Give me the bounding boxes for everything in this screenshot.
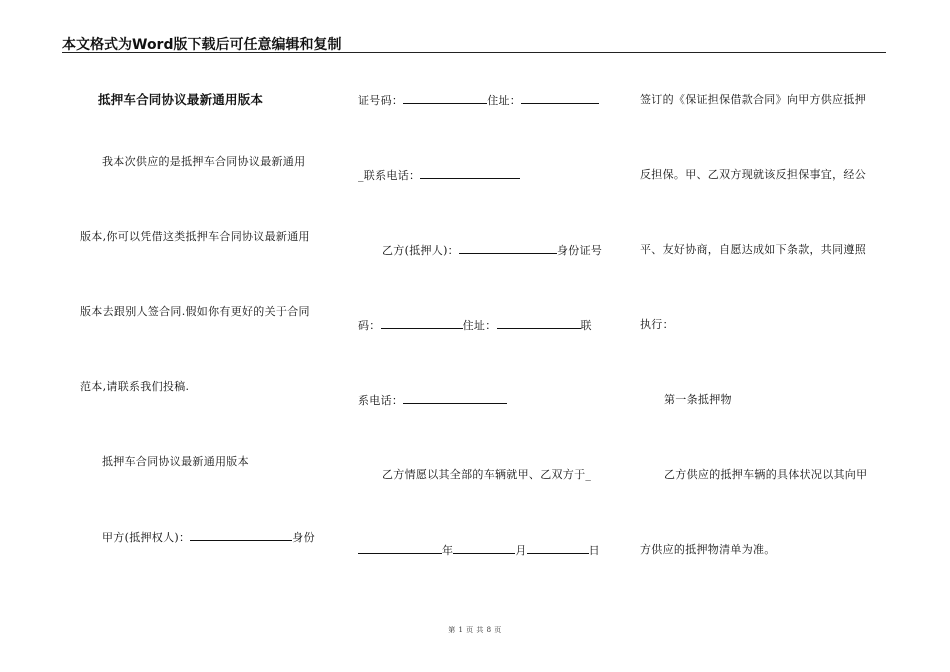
code-blank	[381, 318, 463, 329]
header-divider	[62, 52, 886, 53]
address-blank-2	[497, 318, 581, 329]
party-b-id-label: 身份证号	[556, 244, 603, 257]
id-address-line	[358, 93, 599, 108]
intro-line: 版本,你可以凭借这类抵押车合同协议最新通用	[80, 230, 310, 243]
intro-line: 版本去跟别人签合同.假如你有更好的关于合同	[80, 305, 310, 318]
body-line: 方供应的抵押物清单为准。	[640, 543, 776, 556]
body-line: 乙方供应的抵押车辆的具体状况以其向甲	[664, 468, 868, 481]
body-line: 反担保。甲、乙双方现就该反担保事宜，经公	[640, 168, 866, 181]
party-a-tail: 身份	[292, 531, 315, 544]
contact-label: _联系电话：	[358, 169, 421, 182]
contact-blank	[420, 168, 520, 179]
intro-line: 我本次供应的是抵押车合同协议最新通用	[102, 155, 306, 168]
day-label: 日	[588, 544, 600, 557]
address-blank	[521, 93, 599, 104]
document-title: 抵押车合同协议最新通用版本	[98, 92, 264, 107]
id-label: 证号码：	[358, 94, 404, 107]
month-blank	[453, 543, 515, 554]
party-a-label: 甲方(抵押权人)：	[102, 531, 191, 544]
party-a-line	[102, 530, 315, 545]
lian-char: 联	[580, 319, 592, 332]
party-b-blank	[459, 243, 557, 254]
id-blank	[403, 93, 487, 104]
month-label: 月	[515, 544, 527, 557]
phone-blank	[403, 393, 507, 404]
year-label: 年	[442, 544, 454, 557]
party-b-line	[382, 243, 602, 258]
address-label-2: 住址：	[462, 319, 497, 332]
intro-line: 范本,请联系我们投稿.	[80, 380, 190, 393]
body-line: 签订的《保证担保借款合同》向甲方供应抵押	[640, 93, 866, 106]
date-line	[358, 543, 600, 558]
body-line: 执行：	[640, 318, 674, 331]
article-heading: 第一条抵押物	[664, 393, 732, 406]
address-label: 住址：	[487, 94, 522, 107]
code-label: 码：	[358, 319, 381, 332]
body-line: 平、友好协商，自愿达成如下条款，共同遵照	[640, 243, 866, 256]
year-blank	[358, 543, 442, 554]
day-blank	[527, 543, 589, 554]
phone-label: 系电话：	[358, 394, 404, 407]
agreement-line: 乙方情愿以其全部的车辆就甲、乙双方于_	[382, 468, 592, 481]
code-address-line	[358, 318, 592, 333]
party-b-label: 乙方(抵押人)：	[382, 244, 459, 257]
contact-line	[358, 168, 520, 183]
page-number: 第 1 页 共 8 页	[448, 626, 502, 634]
phone-line	[358, 393, 507, 408]
party-a-blank	[190, 530, 292, 541]
subtitle: 抵押车合同协议最新通用版本	[102, 455, 249, 468]
header-title: 本文格式为Word版下载后可任意编辑和复制	[62, 37, 342, 53]
